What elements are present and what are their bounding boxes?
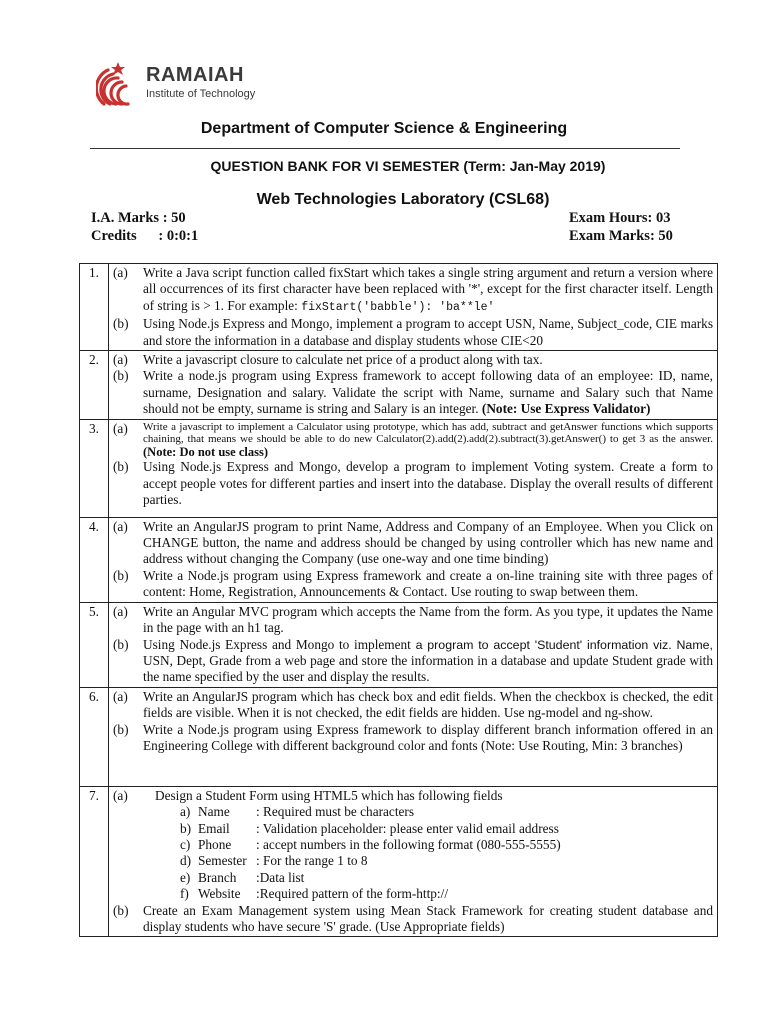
part-a xyxy=(112,352,713,368)
part-text-main: Using Node.js Express and Mongo to implement xyxy=(143,636,416,652)
part-text-sans: a program to accept 'Student' information viz. Name, xyxy=(415,637,713,652)
part-text: Write an AngularJS program which has check box and edit fields. When the checkbox is checked, the edit fields are visible. When it is not checked, the edit fields are hidden. Use ng-model and ng-show. xyxy=(143,688,713,721)
part-text: Write a javascript closure to calculate net price of a product along with tax. xyxy=(143,352,543,368)
question-row xyxy=(80,264,718,351)
part-label: (b) xyxy=(113,636,129,652)
part-text: Using Node.js Express and Mongo, implement a program to accept USN, Name, Subject_code, CIE marks and store the information in a database and display students whose CIE<20 xyxy=(143,316,713,348)
part-b xyxy=(112,368,713,417)
question-row xyxy=(80,517,718,602)
field-name: Name xyxy=(198,804,230,820)
question-body xyxy=(109,264,718,351)
question-bank-title: QUESTION BANK FOR VI SEMESTER (Term: Jan-May 2019) xyxy=(210,158,606,174)
part-text: Write an AngularJS program to print Name, Address and Company of an Employee. When you Click on CHANGE button, the name and address should be changed by using controller which has new name and address without changing the Company (use one-way and one time binding) xyxy=(143,518,713,567)
question-number: 3. xyxy=(80,419,109,517)
field-name: Website xyxy=(198,886,241,902)
field-letter: f) xyxy=(180,886,189,902)
field-letter: b) xyxy=(180,820,192,836)
question-row xyxy=(80,786,718,937)
logo-name: RAMAIAH xyxy=(146,64,244,86)
code-example: fixStart('babble'): 'ba**le' xyxy=(301,300,495,314)
part-a xyxy=(112,604,713,637)
part-label: (a) xyxy=(113,518,128,534)
field-name: Phone xyxy=(198,836,232,852)
question-row xyxy=(80,351,718,420)
part-text-main: Write a Java script function called fixStart which takes a single string argument and return a version where all occurrences of its first character have been replaced with '*', except for the first character itself. Length of string is > 1. For example: xyxy=(143,265,713,313)
form-field-item xyxy=(112,886,713,902)
form-field-item xyxy=(112,804,713,820)
question-body xyxy=(109,687,718,786)
part-text: Write a Node.js program using Express framework to display different branch information offered in an Engineering College with different background color and fonts (Note: Use Routing, Min: 3 branches) xyxy=(143,721,713,753)
institute-logo xyxy=(96,60,296,116)
part-text xyxy=(143,368,713,417)
part-label: (a) xyxy=(113,265,128,280)
part-text: Using Node.js Express and Mongo, develop a program to implement Voting system. Create a form to accept people votes for different parties and insert into the database. Display the overall results of different parties. xyxy=(143,459,713,508)
part-label: (b) xyxy=(113,368,129,384)
part-label: (a) xyxy=(113,688,128,704)
ramaiah-logo-mark-icon xyxy=(96,60,140,110)
question-body xyxy=(109,602,718,687)
field-rule: :Data list xyxy=(256,869,305,885)
part-label: (a) xyxy=(113,787,128,803)
part-label: (b) xyxy=(113,721,129,737)
part-text xyxy=(143,637,713,686)
part-a xyxy=(112,265,713,316)
part-text xyxy=(143,421,713,460)
part-text-main: Write a node.js program using Express framework to accept following data of an employee: ID, name, surname, Designation and salary. Validate the script with Name, surname and Salary such that Name should not be empty, surname is string and Salary is an integer. xyxy=(143,368,713,417)
exam-hours: Exam Hours: 03 xyxy=(569,210,671,226)
question-body xyxy=(109,419,718,517)
form-field-item xyxy=(112,870,713,886)
part-text-main: Write a javascript to implement a Calculator using prototype, which has add, subtract and getAnswer functions which supports chaining, that means we should be able to do new Calculator(2).add(2).add(2).subtract(3).getAnswer() to get 3 as the answer. xyxy=(143,420,713,446)
part-label: (b) xyxy=(113,567,129,583)
field-letter: d) xyxy=(180,853,192,869)
part-label: (b) xyxy=(113,902,129,918)
field-rule: :Required pattern of the form-http:// xyxy=(256,886,449,902)
part-b xyxy=(112,316,713,349)
part-b xyxy=(112,568,713,601)
part-label: (b) xyxy=(113,459,129,475)
field-name: Email xyxy=(198,820,230,836)
form-field-item xyxy=(112,821,713,837)
question-number: 7. xyxy=(80,786,109,937)
part-a xyxy=(112,519,713,568)
part-text-rest: USN, Dept, Grade from a web page and store the information in a database and update Student grade with the name specified by the user and display the results. xyxy=(143,652,713,685)
question-body xyxy=(109,786,718,937)
part-b xyxy=(112,637,713,686)
part-text: Create an Exam Management system using Mean Stack Framework for creating student database and display students who have secure 'S' grade. (Use Appropriate fields) xyxy=(143,902,713,934)
part-label: (a) xyxy=(113,352,128,368)
field-rule: : For the range 1 to 8 xyxy=(256,853,368,869)
credits: Credits : 0:0:1 xyxy=(91,228,199,244)
part-text xyxy=(143,265,713,316)
exam-marks: Exam Marks: 50 xyxy=(569,228,673,244)
form-field-list xyxy=(112,804,713,902)
part-b xyxy=(112,459,713,508)
part-text: Write a Node.js program using Express framework and create a on-line training site with three pages of content: Home, Registration, Announcements & Contact. Use routing to swap between them. xyxy=(143,567,713,600)
part-note: (Note: Do not use class) xyxy=(143,444,268,459)
question-number: 4. xyxy=(80,517,109,602)
part-b xyxy=(112,903,713,936)
question-row xyxy=(80,602,718,687)
ia-marks: I.A. Marks : 50 xyxy=(91,210,186,226)
question-row xyxy=(80,419,718,517)
question-number: 5. xyxy=(80,602,109,687)
part-text: Design a Student Form using HTML5 which has following fields xyxy=(155,787,503,803)
field-letter: c) xyxy=(180,836,191,852)
logo-subtitle: Institute of Technology xyxy=(146,88,256,100)
field-letter: e) xyxy=(180,869,191,885)
field-rule: : Validation placeholder: please enter valid email address xyxy=(256,820,559,836)
header-divider xyxy=(90,148,680,149)
part-note: (Note: Use Express Validator) xyxy=(481,401,651,417)
question-number: 2. xyxy=(80,351,109,420)
question-number: 1. xyxy=(80,264,109,351)
form-field-item xyxy=(112,837,713,853)
form-field-item xyxy=(112,853,713,869)
lab-title: Web Technologies Laboratory (CSL68) xyxy=(256,191,550,208)
field-letter: a) xyxy=(180,804,191,820)
part-label: (a) xyxy=(113,420,128,436)
question-number: 6. xyxy=(80,687,109,786)
part-b xyxy=(112,722,713,755)
question-body xyxy=(109,517,718,602)
question-body xyxy=(109,351,718,420)
question-row xyxy=(80,687,718,786)
field-rule: : accept numbers in the following format (080-555-5555) xyxy=(256,836,561,852)
question-table xyxy=(79,263,718,937)
field-name: Semester xyxy=(198,853,247,869)
field-name: Branch xyxy=(198,869,237,885)
field-rule: : Required must be characters xyxy=(256,804,415,820)
part-label: (b) xyxy=(113,316,129,332)
department-title: Department of Computer Science & Engineering xyxy=(200,120,568,137)
part-a xyxy=(112,421,713,460)
part-label: (a) xyxy=(113,603,128,619)
part-a xyxy=(112,689,713,722)
part-text: Write an Angular MVC program which accepts the Name from the form. As you type, it updates the Name in the page with an h1 tag. xyxy=(143,603,713,636)
part-a xyxy=(112,788,713,804)
